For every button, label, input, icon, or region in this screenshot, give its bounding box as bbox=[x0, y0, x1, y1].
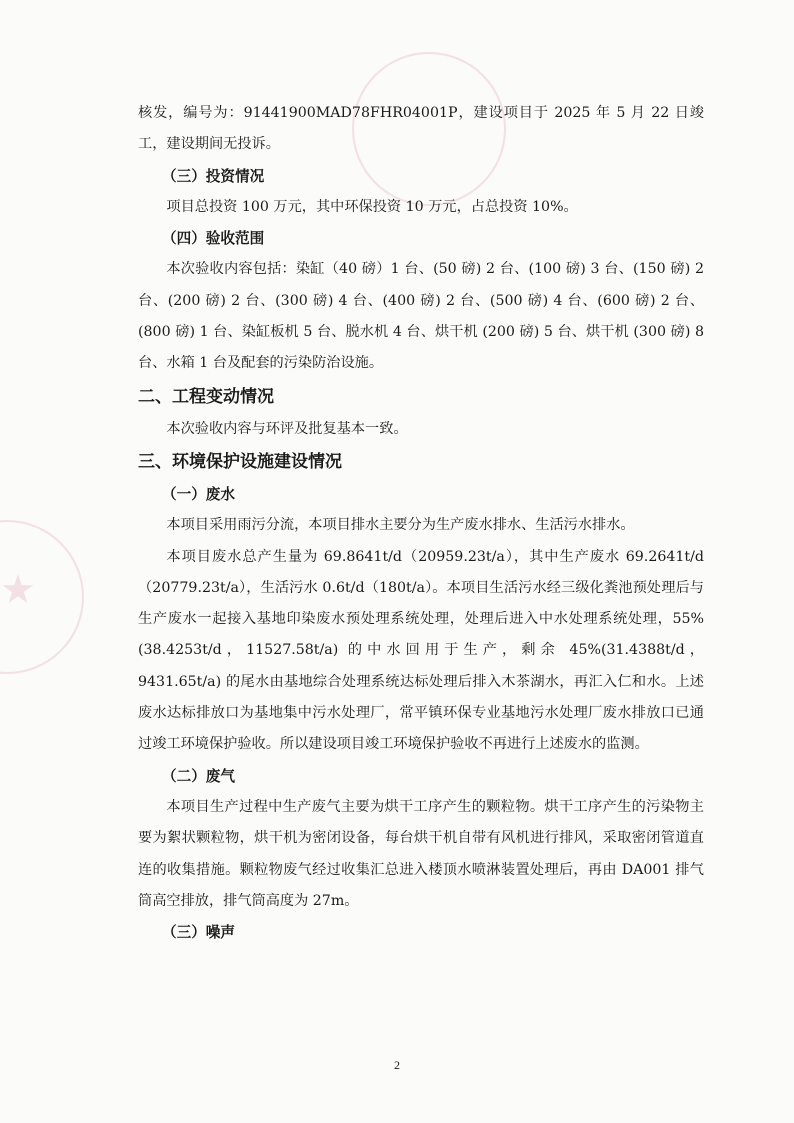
heading-acceptance-scope: （四）验收范围 bbox=[162, 230, 265, 248]
section-heading-env-facilities: 三、环境保护设施建设情况 bbox=[138, 451, 342, 472]
section-heading-changes: 二、工程变动情况 bbox=[138, 386, 274, 407]
heading-investment: （三）投资情况 bbox=[162, 167, 265, 185]
paragraph-wastewater-intro: 本项目采用雨污分流，本项目排水主要分为生产废水排水、生活污水排水。 bbox=[166, 517, 635, 534]
seal-star-icon: ★ bbox=[0, 567, 36, 613]
document-body bbox=[138, 98, 704, 948]
heading-exhaust-gas: （二）废气 bbox=[162, 767, 235, 785]
paragraph-license: 核发，编号为：91441900MAD78FHR04001P，建设项目于 2025 年 5 月 22 日竣工，建设期间无投诉。 bbox=[138, 105, 704, 153]
paragraph-acceptance-scope: 本次验收内容包括：染缸（40 磅）1 台、(50 磅) 2 台、(100 磅) 3 台、(150 磅) 2 台、(200 磅) 2 台、(300 磅) 4 台、(400 磅) 2 台、(500 磅) 4 台、(600 磅) 2 台、(800 磅) 1 台、染缸板机 5 台、脱水机 4 台、烘干机 (200 磅) 5 台、烘干机 (300 磅) 8 台、水箱 1 台及配套的污染防治设施。 bbox=[138, 261, 704, 372]
red-seal-stamp-left bbox=[0, 520, 84, 674]
paragraph-investment: 项目总投资 100 万元，其中环保投资 10 万元，占总投资 10%。 bbox=[166, 198, 578, 215]
heading-noise: （三）噪声 bbox=[162, 924, 235, 942]
paragraph-changes: 本次验收内容与环评及批复基本一致。 bbox=[166, 420, 408, 437]
paragraph-exhaust-gas: 本项目生产过程中生产废气主要为烘干工序产生的颗粒物。烘干工序产生的污染物主要为絮状颗粒物，烘干机为密闭设备，每台烘干机自带有风机进行排风，采取密闭管道直连的收集措施。颗粒物废气经过收集汇总进入楼顶水喷淋装置处理后，再由 DA001 排气筒高空排放，排气筒高度为 27m。 bbox=[138, 798, 704, 909]
heading-wastewater: （一）废水 bbox=[162, 485, 235, 503]
page-number: 2 bbox=[394, 1058, 400, 1072]
paragraph-wastewater-detail: 本项目废水总产生量为 69.8641t/d（20959.23t/a），其中生产废水 69.2641t/d（20779.23t/a），生活污水 0.6t/d（180t/a）。本项目生活污水经三级化粪池预处理后与生产废水一起接入基地印染废水预处理系统处理，处理后进入中水处理系统处理，55%(38.4253t/d，11527.58t/a) 的中水回用于生产，剩余 45%(31.4388t/d，9431.65t/a) 的尾水由基地综合处理系统达标处理后排入木茶湖水，再汇入仁和水。上述废水达标排放口为基地集中污水处理厂，常平镇环保专业基地污水处理厂废水排放口已通过竣工环境保护验收。所以建设项目竣工环境保护验收不再进行上述废水的监测。 bbox=[138, 548, 704, 753]
